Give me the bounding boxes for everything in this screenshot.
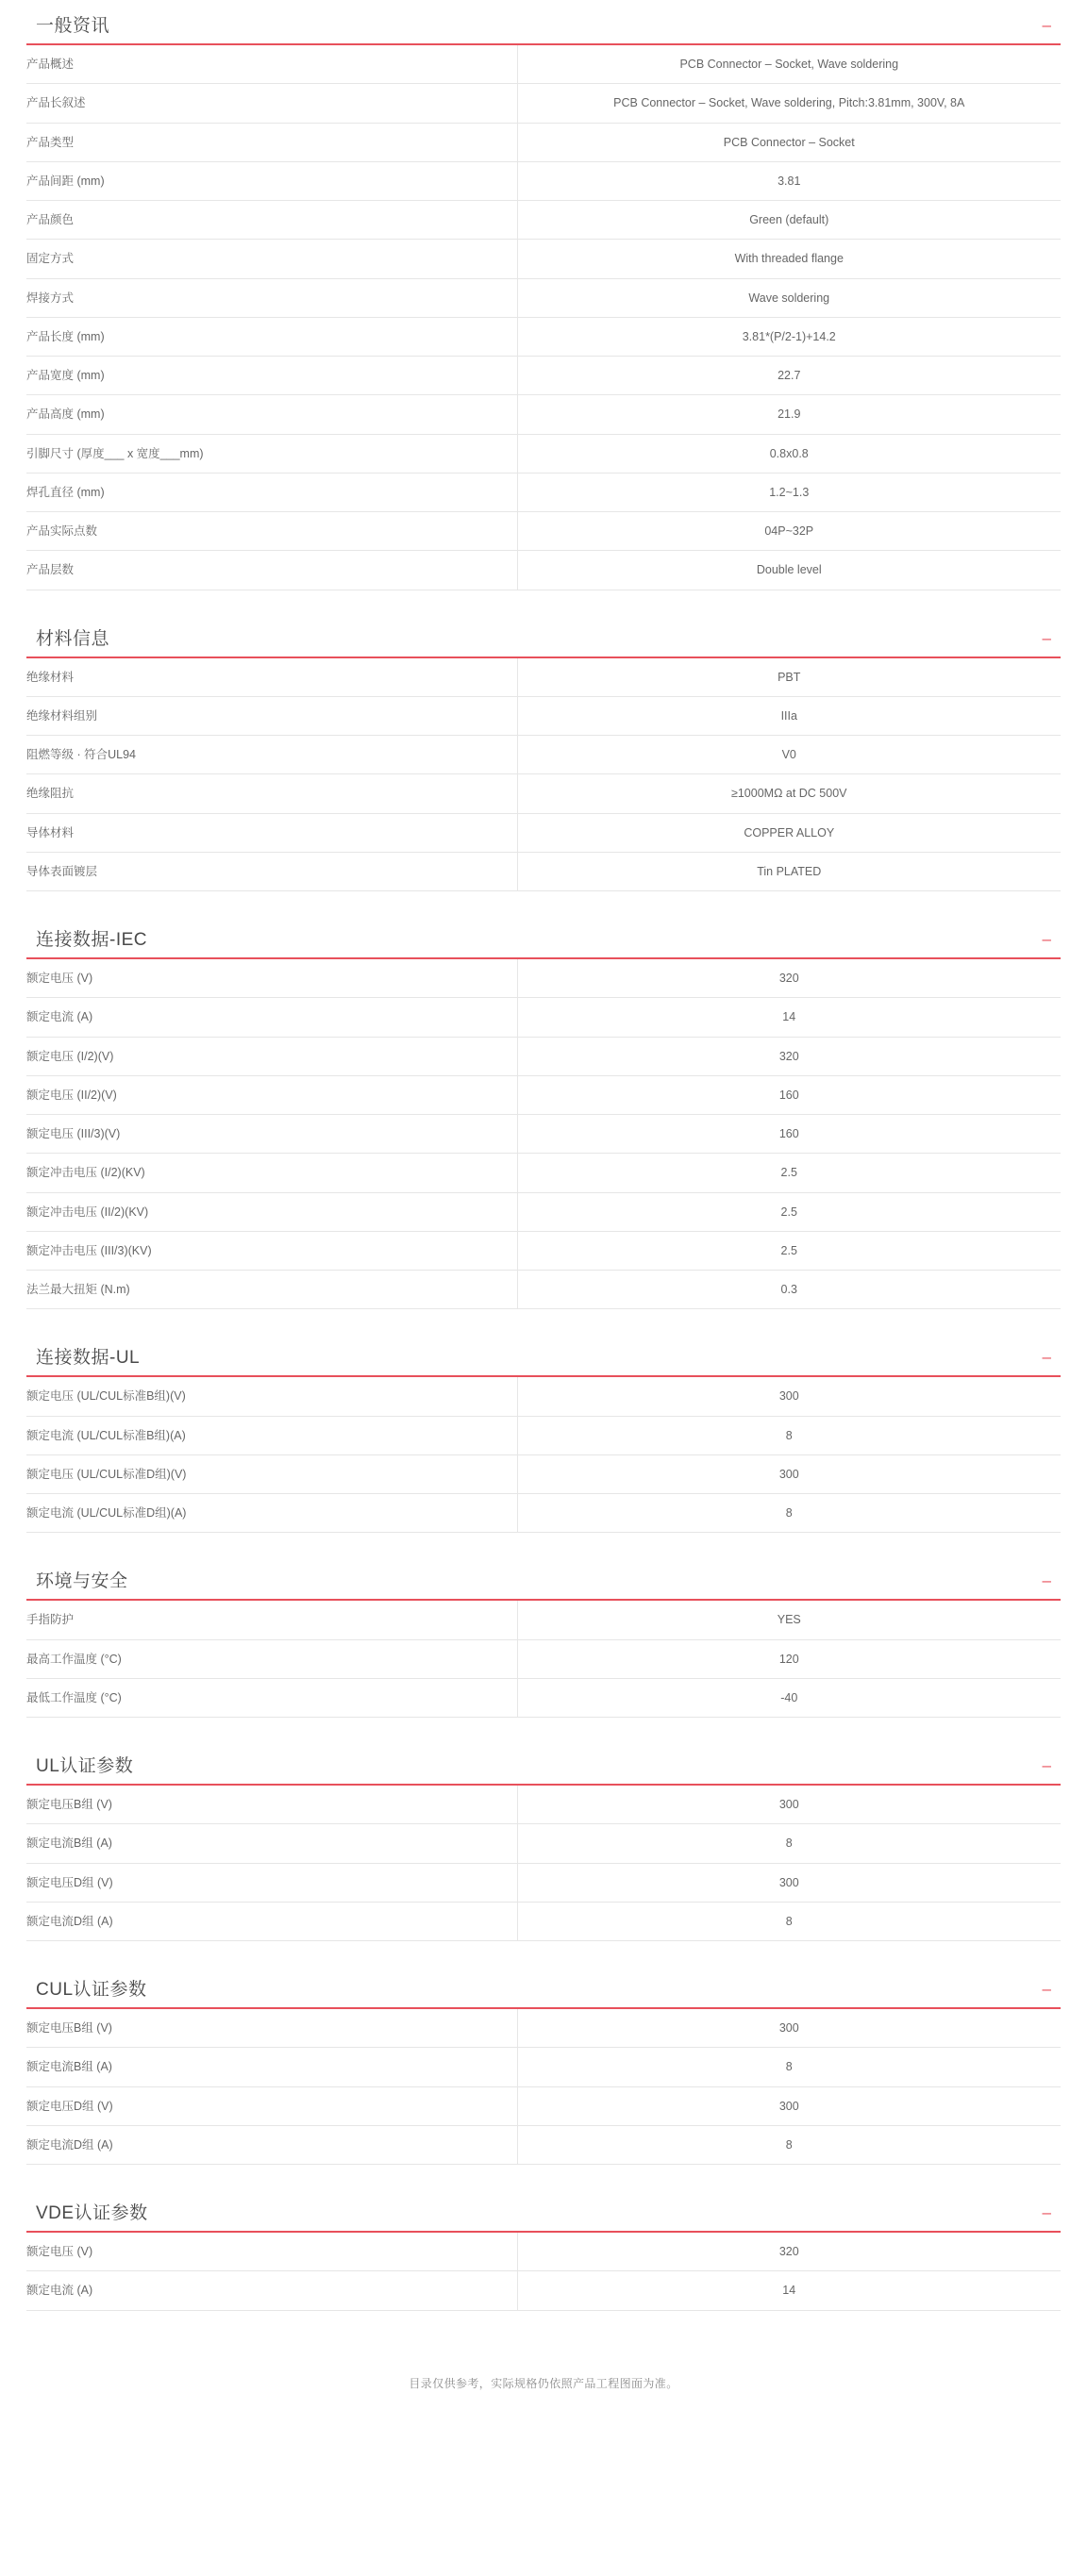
table-row: [26, 1115, 1061, 1154]
spec-value: Tin PLATED: [757, 864, 822, 878]
spec-label: 绝缘阻抗: [26, 774, 517, 813]
spec-label: 额定电流 (UL/CUL标准B组)(A): [26, 1416, 517, 1454]
spec-label: 额定电流D组 (A): [26, 1902, 517, 1940]
section-title: 材料信息: [36, 628, 110, 649]
spec-label: 额定电流 (A): [26, 998, 517, 1037]
collapse-minus-icon[interactable]: –: [1042, 16, 1051, 34]
spec-value: 300: [778, 1389, 799, 1404]
spec-label: 额定电压D组 (V): [26, 1863, 517, 1902]
spec-label: 产品长度 (mm): [26, 317, 517, 356]
table-row: [26, 473, 1061, 511]
spec-label: 额定电压 (V): [26, 959, 517, 998]
table-row: [26, 1192, 1061, 1231]
spec-section: [26, 931, 1061, 1309]
table-row: [26, 201, 1061, 240]
table-row: [26, 1377, 1061, 1416]
spec-table: [26, 1786, 1061, 1941]
spec-label: 产品长叙述: [26, 84, 517, 123]
spec-value: 160: [778, 1088, 799, 1102]
spec-label: 引脚尺寸 (厚度___ x 宽度___mm): [26, 434, 517, 473]
spec-value: 2.5: [780, 1205, 797, 1219]
spec-label: 额定电压D组 (V): [26, 2086, 517, 2125]
table-row: [26, 1601, 1061, 1639]
spec-label: 额定电流B组 (A): [26, 1824, 517, 1863]
table-row: [26, 959, 1061, 998]
section-title: 一般资讯: [36, 16, 110, 36]
spec-value: PCB Connector – Socket: [723, 135, 855, 149]
spec-value: 300: [778, 2021, 799, 2035]
collapse-minus-icon[interactable]: –: [1042, 2203, 1051, 2221]
section-title: 环境与安全: [36, 1571, 128, 1592]
collapse-minus-icon[interactable]: –: [1042, 1348, 1051, 1367]
spec-label: 导体材料: [26, 813, 517, 852]
spec-value: 120: [778, 1652, 799, 1666]
spec-value: 1.2~1.3: [769, 485, 810, 499]
table-row: [26, 2086, 1061, 2125]
collapse-minus-icon[interactable]: –: [1042, 628, 1051, 647]
spec-table: [26, 2233, 1061, 2311]
spec-label: 产品宽度 (mm): [26, 357, 517, 395]
section-header: [26, 1757, 1061, 1786]
table-row: [26, 813, 1061, 852]
spec-value: 8: [785, 1428, 793, 1442]
spec-label: 额定冲击电压 (II/2)(KV): [26, 1192, 517, 1231]
spec-label: 产品概述: [26, 45, 517, 84]
table-row: [26, 45, 1061, 84]
spec-label: 最高工作温度 (°C): [26, 1639, 517, 1678]
table-row: [26, 1271, 1061, 1309]
spec-value: ≥1000MΩ at DC 500V: [730, 787, 847, 801]
spec-value: -40: [780, 1690, 798, 1704]
section-title: CUL认证参数: [36, 1980, 147, 2000]
spec-section: [26, 17, 1061, 590]
section-header: [26, 2204, 1061, 2233]
spec-label: 额定电压 (V): [26, 2233, 517, 2271]
spec-label: 手指防护: [26, 1601, 517, 1639]
spec-value: 300: [778, 1467, 799, 1481]
spec-value: V0: [781, 748, 796, 761]
spec-label: 额定电流 (UL/CUL标准D组)(A): [26, 1494, 517, 1533]
spec-table: [26, 45, 1061, 590]
spec-section: [26, 1981, 1061, 2165]
spec-value: 14: [782, 2284, 796, 2298]
spec-label: 绝缘材料组别: [26, 696, 517, 735]
spec-table: [26, 658, 1061, 892]
spec-table: [26, 2009, 1061, 2165]
sections-container: [26, 17, 1061, 2311]
spec-table: [26, 1601, 1061, 1718]
spec-label: 产品实际点数: [26, 512, 517, 551]
collapse-minus-icon[interactable]: –: [1042, 1756, 1051, 1774]
spec-label: 最低工作温度 (°C): [26, 1678, 517, 1717]
table-row: [26, 2271, 1061, 2310]
spec-value: With threaded flange: [734, 252, 844, 266]
table-row: [26, 1416, 1061, 1454]
table-row: [26, 1231, 1061, 1270]
spec-label: 产品颜色: [26, 201, 517, 240]
spec-value: 8: [785, 1836, 793, 1851]
spec-value: 0.8x0.8: [769, 446, 809, 460]
spec-label: 额定冲击电压 (III/3)(KV): [26, 1231, 517, 1270]
section-header: [26, 630, 1061, 658]
spec-label: 额定冲击电压 (I/2)(KV): [26, 1154, 517, 1192]
spec-table: [26, 1377, 1061, 1533]
spec-value: 300: [778, 1798, 799, 1811]
table-row: [26, 2048, 1061, 2086]
spec-label: 额定电流B组 (A): [26, 2048, 517, 2086]
spec-label: 导体表面镀层: [26, 852, 517, 890]
spec-value: 04P~32P: [764, 524, 814, 538]
section-title: VDE认证参数: [36, 2203, 148, 2223]
spec-label: 绝缘材料: [26, 658, 517, 697]
table-row: [26, 696, 1061, 735]
table-row: [26, 1154, 1061, 1192]
spec-section: [26, 1757, 1061, 1941]
spec-section: [26, 2204, 1061, 2311]
table-row: [26, 317, 1061, 356]
spec-value: 14: [782, 1010, 796, 1024]
table-row: [26, 161, 1061, 200]
spec-value: 3.81*(P/2-1)+14.2: [742, 329, 836, 343]
spec-value: 2.5: [780, 1243, 797, 1257]
spec-section: [26, 630, 1061, 892]
table-row: [26, 1678, 1061, 1717]
spec-label: 固定方式: [26, 240, 517, 278]
table-row: [26, 736, 1061, 774]
table-row: [26, 774, 1061, 813]
spec-value: IIIa: [780, 708, 797, 723]
spec-label: 额定电压 (I/2)(V): [26, 1037, 517, 1075]
table-row: [26, 658, 1061, 697]
section-header: [26, 1572, 1061, 1601]
spec-value: COPPER ALLOY: [744, 825, 835, 839]
table-row: [26, 998, 1061, 1037]
spec-label: 额定电压 (UL/CUL标准B组)(V): [26, 1377, 517, 1416]
collapse-minus-icon[interactable]: –: [1042, 1571, 1051, 1590]
table-row: [26, 395, 1061, 434]
spec-value: 320: [778, 2245, 799, 2258]
collapse-minus-icon[interactable]: –: [1042, 1980, 1051, 1998]
spec-value: 8: [785, 2137, 793, 2152]
spec-value: YES: [777, 1613, 801, 1627]
spec-label: 额定电压 (III/3)(V): [26, 1115, 517, 1154]
spec-value: 300: [778, 1875, 799, 1889]
spec-label: 产品间距 (mm): [26, 161, 517, 200]
spec-value: 8: [785, 2060, 793, 2074]
spec-value: 8: [785, 1914, 793, 1928]
spec-value: 2.5: [780, 1166, 797, 1180]
spec-label: 产品高度 (mm): [26, 395, 517, 434]
section-title: 连接数据-IEC: [36, 930, 148, 950]
table-row: [26, 123, 1061, 161]
spec-label: 产品层数: [26, 551, 517, 590]
spec-value: Double level: [756, 563, 822, 577]
spec-label: 阻燃等级 · 符合UL94: [26, 736, 517, 774]
spec-label: 额定电压 (II/2)(V): [26, 1075, 517, 1114]
table-row: [26, 852, 1061, 890]
table-row: [26, 1863, 1061, 1902]
spec-value: 21.9: [778, 407, 801, 422]
section-header: [26, 931, 1061, 959]
table-row: [26, 240, 1061, 278]
table-row: [26, 512, 1061, 551]
spec-label: 焊接方式: [26, 278, 517, 317]
spec-value: 320: [778, 1049, 799, 1063]
table-row: [26, 1824, 1061, 1863]
spec-value: 0.3: [780, 1283, 797, 1296]
spec-table: [26, 959, 1061, 1309]
spec-value: 300: [778, 2099, 799, 2113]
spec-value: PCB Connector – Socket, Wave soldering: [679, 58, 899, 71]
spec-value: 22.7: [778, 369, 801, 382]
section-title: UL认证参数: [36, 1756, 134, 1776]
spec-label: 焊孔直径 (mm): [26, 473, 517, 511]
spec-value: 8: [785, 1506, 793, 1520]
spec-value: 160: [778, 1127, 799, 1140]
table-row: [26, 1902, 1061, 1940]
table-row: [26, 1075, 1061, 1114]
spec-label: 产品类型: [26, 123, 517, 161]
spec-label: 额定电压 (UL/CUL标准D组)(V): [26, 1454, 517, 1493]
table-row: [26, 2233, 1061, 2271]
section-header: [26, 17, 1061, 45]
table-row: [26, 278, 1061, 317]
spec-section: [26, 1572, 1061, 1718]
table-row: [26, 1786, 1061, 1824]
spec-value: Wave soldering: [748, 291, 830, 305]
section-header: [26, 1349, 1061, 1377]
spec-section: [26, 1349, 1061, 1533]
table-row: [26, 1454, 1061, 1493]
table-row: [26, 1037, 1061, 1075]
table-row: [26, 2009, 1061, 2048]
table-row: [26, 434, 1061, 473]
section-title: 连接数据-UL: [36, 1348, 141, 1369]
table-row: [26, 357, 1061, 395]
collapse-minus-icon[interactable]: –: [1042, 930, 1051, 948]
spec-label: 法兰最大扭矩 (N.m): [26, 1271, 517, 1309]
spec-label: 额定电压B组 (V): [26, 1786, 517, 1824]
spec-value: PCB Connector – Socket, Wave soldering, Pitch:3.81mm, 300V, 8A: [613, 96, 965, 110]
spec-value: PBT: [778, 670, 801, 684]
section-header: [26, 1981, 1061, 2009]
spec-value: 320: [778, 972, 799, 985]
table-row: [26, 2125, 1061, 2164]
spec-label: 额定电压B组 (V): [26, 2009, 517, 2048]
table-row: [26, 1639, 1061, 1678]
spec-value: 3.81: [778, 174, 801, 188]
spec-label: 额定电流D组 (A): [26, 2125, 517, 2164]
table-row: [26, 84, 1061, 123]
spec-value: Green (default): [749, 213, 829, 226]
table-row: [26, 1494, 1061, 1533]
footer-note: 目录仅供参考，实际规格仍依照产品工程图面为准。: [409, 2376, 678, 2390]
spec-label: 额定电流 (A): [26, 2271, 517, 2310]
table-row: [26, 551, 1061, 590]
